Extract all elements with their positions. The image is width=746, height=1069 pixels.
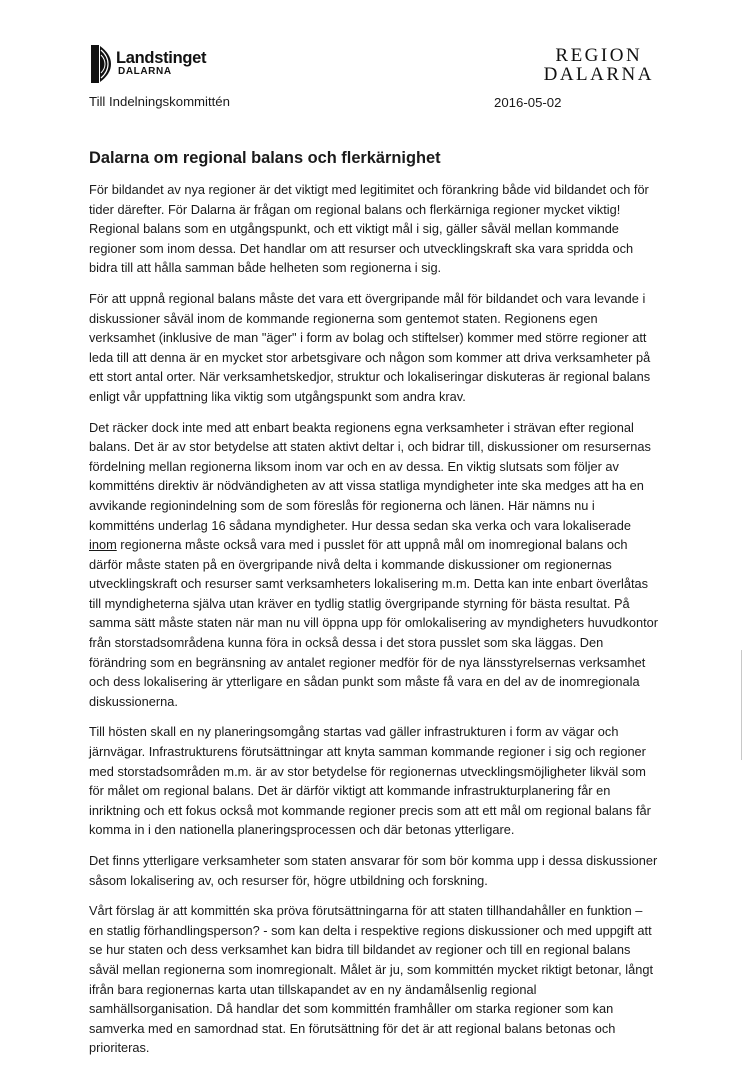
logo-left-name: Landstinget	[116, 49, 207, 68]
paragraph-2: För att uppnå regional balans måste det vara ett övergripande mål för bildandet och vara levande i diskussioner såväl inom de kommande regionerna som gentemot staten. Regionens egen verksamhet (inklusive de man "äger" i form av bolag och stiftelser) kommer med större regioner att leda till att denna är en mycket stor arbetsgivare och någon som kommer att driva verksamheter på ett stort antal orter. När verksamhetskedjor, struktur och lokaliseringar diskuteras är regional balans enligt vår uppfattning lika viktig som utgångspunkt som andra krav.	[89, 290, 651, 404]
paragraph-4: Till hösten skall en ny planeringsomgång startas vad gäller infrastrukturen i form av vägar och järnvägar. Infrastrukturens förutsättningar att knyta samman kommande regioner i sig och regioner med storstadsområden m.m. är av stor betydelse för regionernas utvecklingsmöjligheter likväl som för målet om regional balans. Det är därför viktigt att kommande infrastrukturplanering får en inriktning och ett fokus också mot kommande regioner precis som att ett mål om regional balans får komma in i den nationella planeringsprocessen och där betonas ytterligare.	[89, 724, 651, 838]
letter-title: Dalarna om regional balans och flerkärnighet	[89, 149, 441, 167]
logo-left-sub: DALARNA	[118, 66, 172, 78]
paragraph-3-post: regionerna måste också vara med i pusslet för att uppnå mål om inomregional balans och därför måste staten på en övergripande nivå delta i kommande diskussioner om regionernas utvecklingskraft och resurser samt verksamheters lokalisering m.m. Detta kan inte enbart överlåtas till myndigheterna själva utan kräver en tydlig statlig övergripande styrning för bästa resultat. På samma sätt måste staten när man nu vill öppna upp för omlokalisering av myndigheters huvudkontor från storstadsområdena kunna föra in också dessa i det stora pusslet som ska läggas. Den förändring som en begränsning av antalet regioner medför för de nya länsstyrelsernas verksamhet och dess lokalisering är ytterligare en sådan punkt som måste få vara en del av de inomregionala diskussionerna.	[89, 537, 659, 709]
letter-body	[89, 180, 659, 1069]
scan-margin-line	[741, 650, 742, 760]
region-dalarna-logo	[544, 46, 654, 84]
paragraph-5: Det finns ytterligare verksamheter som staten ansvarar för som bör komma upp i dessa diskussioner såsom lokalisering av, och resurser för, högre utbildning och forskning.	[89, 853, 658, 888]
paragraph-6: Vårt förslag är att kommittén ska pröva förutsättningarna för att staten tillhandahåller en funktion – en statlig förhandlingsperson? - som kan delta i respektive regions diskussioner och med uppgift att se hur staten och dess verksamhet kan bidra till bildandet av regioner och till en regional balans såväl mellan regionerna som inomregionalt. Målet är ju, som kommittén mycket riktigt betonar, långt ifrån bara regionernas karta utan tillskapandet av en ny ändamålsenlig regional samhällsorganisation. Då handlar det som kommittén framhåller om starka regioner som kan samverka med en samordnad stat. En förutsättning för det är att regional balans betonas och prioriteras.	[89, 903, 654, 1056]
logo-right-line1: REGION	[555, 45, 643, 66]
letter-date: 2016-05-02	[494, 95, 562, 110]
recipient: Till Indelningskommittén	[89, 94, 230, 109]
paragraph-3-underlined: inom	[89, 537, 117, 553]
paragraph-1: För bildandet av nya regioner är det viktigt med legitimitet och förankring både vid bildandet och för tider därefter. För Dalarna är frågan om regional balans och flerkärniga regioner mycket viktig! Regional balans som en utgångspunkt, och ett viktigt mål i sig, gäller såväl mellan kommande regioner som inom dessa. Det handlar om att resurser och utvecklingskraft ska vara spridda och bidra till att hålla samman både helheten som regionerna i sig.	[89, 182, 649, 276]
logo-right-line2: DALARNA	[543, 64, 654, 85]
paragraph-3	[89, 418, 659, 712]
landstinget-logo	[90, 44, 206, 84]
landstinget-logo-icon	[90, 44, 112, 84]
paragraph-3-pre: Det räcker dock inte med att enbart beakta regionens egna verksamheter i strävan efter regional balans. Det är av stor betydelse att staten aktivt deltar i, och bidrar till, diskussioner om resursernas fördelning mellan regionerna liksom inom var och en av dessa. En viktig slutsats som följer av kommitténs direktiv är nödvändigheten av att vissa statliga myndigheter inte ska medges att ha en avvikande regionindelning som de som föreslås för regionerna och länen. Här nämns nu i kommitténs underlag 16 sådana myndigheter. Hur dessa sedan ska verka och vara lokaliserade	[89, 419, 651, 533]
